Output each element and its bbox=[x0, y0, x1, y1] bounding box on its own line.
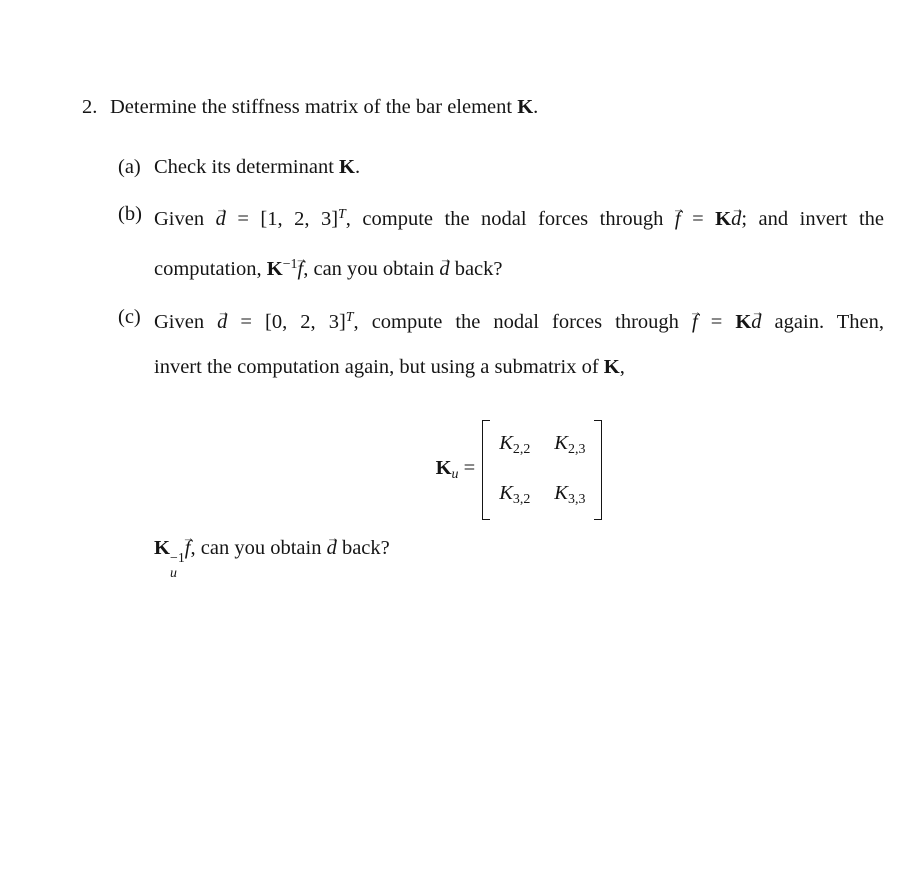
math-vector-symbol: f → bbox=[298, 259, 304, 280]
text-run: . bbox=[533, 96, 539, 118]
text-run: , compute the nodal forces through bbox=[345, 207, 675, 230]
superscript: −1 bbox=[282, 256, 298, 272]
sup-sub-stack bbox=[170, 551, 185, 582]
ku-matrix bbox=[482, 420, 602, 520]
math-italic-symbol: K bbox=[499, 431, 513, 454]
subscript: u bbox=[169, 566, 177, 582]
text-run: Given bbox=[154, 207, 216, 230]
math-italic-symbol: K bbox=[554, 431, 568, 454]
text-run: invert the computation again, but using a submatrix of bbox=[154, 355, 604, 378]
problem-title-text bbox=[110, 85, 538, 130]
item-a-line-1 bbox=[154, 145, 884, 190]
math-vector-symbol: f → bbox=[692, 312, 698, 333]
math-bold-symbol: K bbox=[517, 96, 534, 118]
item-b-label: (b) bbox=[118, 203, 142, 225]
item-c-line-1 bbox=[154, 295, 884, 345]
math-vector-symbol: d → bbox=[217, 312, 227, 333]
subscript: 3,3 bbox=[567, 492, 586, 508]
superscript: −1 bbox=[169, 550, 185, 566]
item-a bbox=[82, 145, 884, 190]
item-c-label: (c) bbox=[118, 305, 141, 328]
math-vector-symbol: d → bbox=[731, 209, 741, 230]
text-run: , compute the nodal forces through bbox=[353, 310, 692, 333]
text-run: = bbox=[680, 207, 716, 230]
equation-lhs bbox=[436, 458, 476, 482]
math-bold-symbol: K bbox=[735, 310, 752, 333]
item-c-followup bbox=[154, 526, 884, 581]
subscript: u bbox=[451, 467, 459, 483]
item-b bbox=[82, 192, 884, 292]
math-bold-symbol: K bbox=[339, 156, 355, 178]
matrix-cell-1-2 bbox=[554, 433, 585, 457]
subscript: 2,3 bbox=[567, 442, 586, 458]
text-run: = bbox=[458, 456, 476, 479]
text-run: . bbox=[354, 156, 361, 178]
math-italic-symbol: K bbox=[499, 482, 513, 505]
matrix-cell-2-1 bbox=[499, 483, 530, 507]
text-run: back? bbox=[336, 537, 390, 560]
math-bold-symbol: K bbox=[603, 355, 620, 378]
text-run: Determine the stiffness matrix of the bar element bbox=[110, 96, 518, 118]
item-b-line-2 bbox=[154, 242, 884, 292]
text-run: , bbox=[619, 355, 625, 378]
problem-title bbox=[82, 85, 884, 130]
math-vector-symbol: d → bbox=[439, 259, 449, 280]
item-c-content bbox=[154, 295, 884, 582]
text-run: Given bbox=[154, 310, 218, 333]
matrix-cell-1-1 bbox=[499, 433, 530, 457]
text-run: = bbox=[697, 310, 736, 333]
item-c-line-2 bbox=[154, 345, 884, 390]
subscript: 3,2 bbox=[512, 492, 531, 508]
math-vector-symbol: d → bbox=[751, 312, 761, 333]
text-run: Check its determinant bbox=[154, 156, 340, 178]
math-vector-symbol: d → bbox=[216, 209, 226, 230]
math-bold-symbol: K bbox=[266, 257, 283, 280]
problem-2 bbox=[82, 85, 884, 581]
text-run: = [1, 2, 3] bbox=[225, 207, 339, 230]
math-vector-symbol: f → bbox=[675, 209, 681, 230]
superscript: T bbox=[338, 207, 346, 222]
math-italic-symbol: K bbox=[554, 482, 568, 505]
math-vector-symbol: f → bbox=[185, 538, 191, 559]
submatrix-equation bbox=[154, 420, 884, 520]
matrix-cell-2-2 bbox=[554, 483, 585, 507]
right-bracket bbox=[594, 420, 602, 520]
subscript: 2,2 bbox=[512, 442, 531, 458]
problem-items bbox=[82, 145, 884, 581]
matrix-grid bbox=[490, 420, 594, 520]
text-run: ; and invert the bbox=[741, 207, 884, 230]
math-bold-symbol: K bbox=[435, 456, 452, 479]
item-c bbox=[82, 295, 884, 582]
text-run: computation, bbox=[154, 257, 267, 280]
text-run: , can you obtain bbox=[190, 537, 327, 560]
item-b-content bbox=[154, 192, 884, 292]
text-run: = [0, 2, 3] bbox=[227, 310, 346, 333]
problem-number: 2. bbox=[82, 96, 98, 118]
math-vector-symbol: d → bbox=[327, 538, 337, 559]
item-b-line-1 bbox=[154, 192, 884, 242]
left-bracket bbox=[482, 420, 490, 520]
superscript: T bbox=[345, 309, 354, 325]
item-a-label: (a) bbox=[118, 156, 141, 178]
math-bold-symbol: K bbox=[154, 537, 170, 560]
text-run: again. Then, bbox=[761, 310, 884, 333]
math-bold-symbol: K bbox=[715, 207, 732, 230]
text-run: , can you obtain bbox=[303, 257, 440, 280]
text-run: back? bbox=[449, 257, 503, 280]
item-a-content bbox=[154, 145, 884, 190]
